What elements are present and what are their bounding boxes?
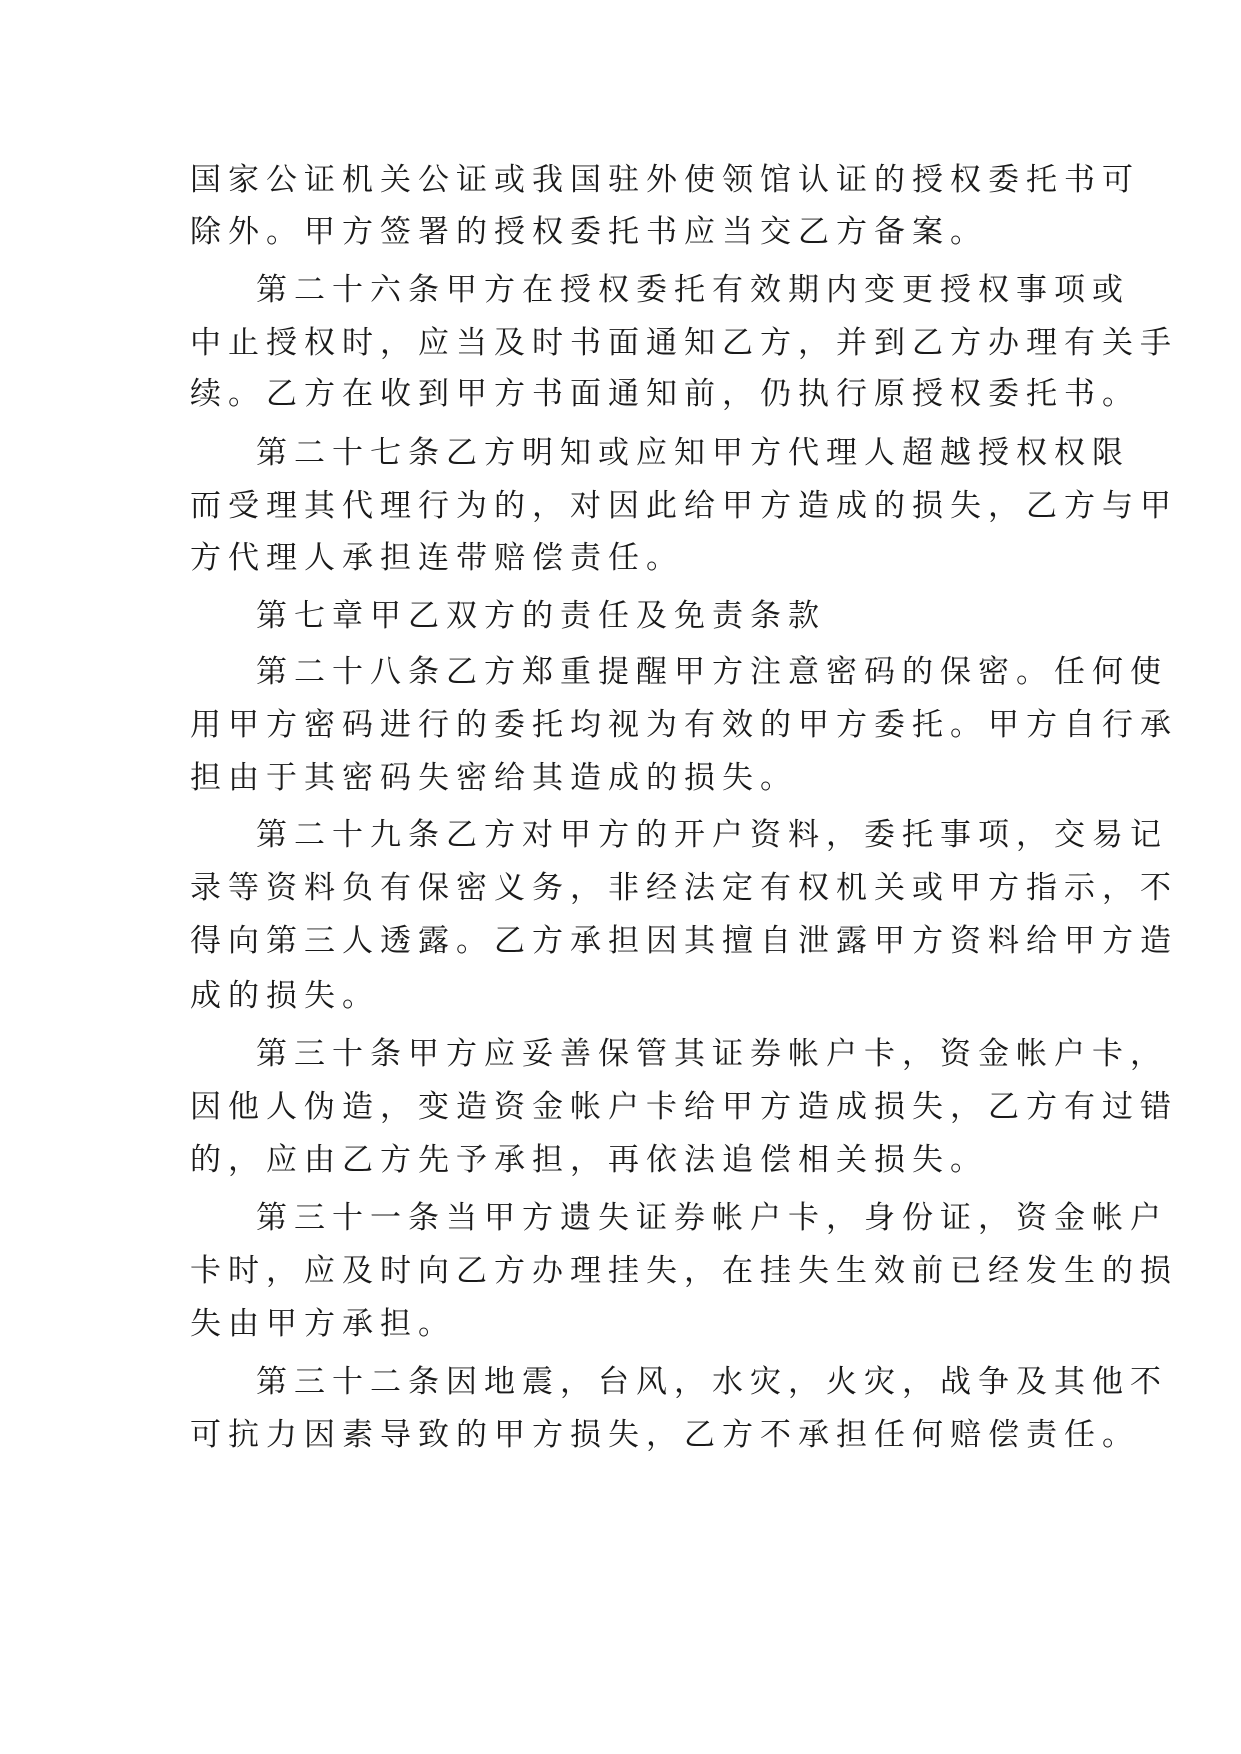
text-line: 的，应由乙方先予承担，再依法追偿相关损失。: [190, 1142, 988, 1178]
text-line: 失由甲方承担。: [190, 1306, 456, 1342]
text-line: 中止授权时，应当及时书面通知乙方，并到乙方办理有关手: [190, 325, 1178, 361]
text-line: 第二十六条甲方在授权委托有效期内变更授权事项或: [256, 272, 1130, 308]
text-line: 第二十八条乙方郑重提醒甲方注意密码的保密。任何使: [256, 654, 1168, 690]
text-line: 第三十条甲方应妥善保管其证券帐户卡，资金帐户卡，: [256, 1036, 1168, 1072]
text-line: 第二十九条乙方对甲方的开户资料，委托事项，交易记: [256, 817, 1168, 853]
text-line: 成的损失。: [190, 978, 380, 1014]
text-line: 第三十一条当甲方遗失证券帐户卡，身份证，资金帐户: [256, 1200, 1168, 1236]
text-line: 得向第三人透露。乙方承担因其擅自泄露甲方资料给甲方造: [190, 923, 1178, 959]
text-line: 录等资料负有保密义务，非经法定有权机关或甲方指示，不: [190, 870, 1178, 906]
text-line: 除外。甲方签署的授权委托书应当交乙方备案。: [190, 214, 988, 250]
text-line: 用甲方密码进行的委托均视为有效的甲方委托。甲方自行承: [190, 707, 1178, 743]
text-line: 因他人伪造，变造资金帐户卡给甲方造成损失，乙方有过错: [190, 1089, 1178, 1125]
text-line: 国家公证机关公证或我国驻外使领馆认证的授权委托书可: [190, 162, 1140, 198]
text-line: 第二十七条乙方明知或应知甲方代理人超越授权权限: [256, 435, 1130, 471]
text-line: 第三十二条因地震，台风，水灾，火灾，战争及其他不: [256, 1364, 1168, 1400]
text-line: 可抗力因素导致的甲方损失，乙方不承担任何赔偿责任。: [190, 1417, 1140, 1453]
text-line: 方代理人承担连带赔偿责任。: [190, 540, 684, 576]
text-line: 续。乙方在收到甲方书面通知前，仍执行原授权委托书。: [190, 376, 1140, 412]
text-line: 而受理其代理行为的，对因此给甲方造成的损失，乙方与甲: [190, 488, 1178, 524]
chapter-heading: 第七章甲乙双方的责任及免责条款: [256, 598, 826, 634]
text-line: 担由于其密码失密给其造成的损失。: [190, 760, 798, 796]
text-line: 卡时，应及时向乙方办理挂失，在挂失生效前已经发生的损: [190, 1253, 1178, 1289]
